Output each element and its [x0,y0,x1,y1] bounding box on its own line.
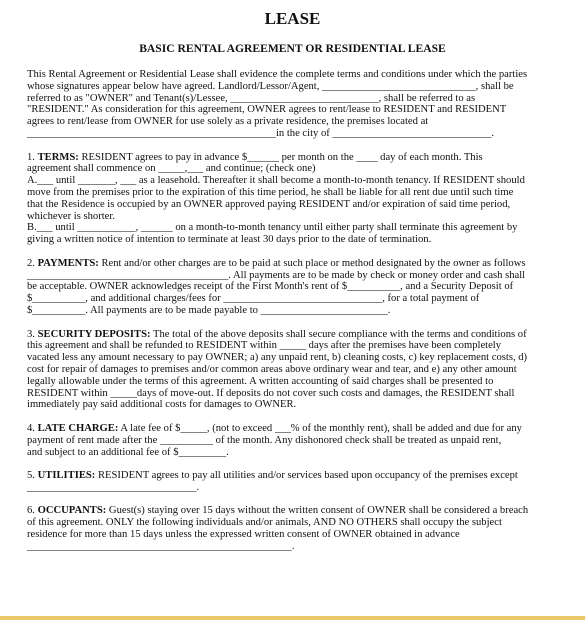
section-number: 2. [27,257,35,269]
section-line: this agreement and shall be refunded to RESIDENT within _____ days after the premises have been completely [27,340,502,352]
section-number: 1. [27,151,35,163]
section-late-charge [27,423,561,458]
section-first-line: Rent and/or other charges are to be paid at such place or method designated by the owner as follows [98,257,526,269]
section-line: RESIDENT within _____days of move-out. If deposits do not cover such costs and damages, the RESIDENT shall [27,387,515,399]
section-number: 3. [27,328,35,340]
section-first-line: Guest(s) staying over 15 days without the written consent of OWNER shall be considered a breach [106,505,529,517]
section-line: that the Residence is occupied by an OWNER approved paying RESIDENT and/or expiration of said time period, [27,198,511,210]
section-first-line: RESIDENT agrees to pay in advance $______ per month on the ____ day of each month. This [78,151,483,163]
intro-line: This Rental Agreement or Residential Lease shall evidence the complete terms and conditions under which the parties [27,69,528,80]
section-line: ______________________________________. All payments are to be made by check or money order and cash shall [27,269,526,281]
section-security-deposits [27,329,561,412]
section-number: 6. [27,505,35,517]
section-first-line: RESIDENT agrees to pay all utilities and/or services based upon occupancy of the premises except [95,470,518,482]
section-heading: PAYMENTS: [37,257,99,269]
section-number: 5. [27,470,35,482]
section-first-line: A late fee of $_____, (not to exceed ___% of the monthly rent), shall be added and due for any [118,422,522,434]
section-line: vacated less any amount necessary to pay OWNER; a) any unpaid rent, b) cleaning costs, c) key replacement costs, d) [27,352,528,364]
intro-line: agrees to rent/lease from OWNER for use solely as a private residence, the premises located at [27,116,429,128]
section-heading: OCCUPANTS: [37,505,107,517]
section-heading: SECURITY DEPOSITS: [37,328,151,340]
section-line: of this agreement. ONLY the following individuals and/or animals, AND NO OTHERS shall occupy the subject [27,517,502,529]
section-line: payment of rent made after the __________ of the month. Any dishonored check shall be treated as unpaid rent, [27,434,502,446]
section-line: $__________, and additional charges/fees for ______________________________, for a total payment of [27,293,480,305]
section-first-line: The total of the above deposits shall secure compliance with the terms and conditions of [150,328,527,340]
document-subtitle: BASIC RENTAL AGREEMENT OR RESIDENTIAL LEASE [139,42,446,55]
section-line: agreement shall commence on _____,___ and continue; (check one) [27,163,316,175]
section-line: move from the premises prior to the expiration of this time period, he shall be liable for all rent due until such time [27,186,514,198]
section-line: residence for more than 15 days unless the expressed written consent of OWNER obtained in advance [27,529,460,541]
section-payments [27,258,561,317]
section-line: legally allowable under the terms of this agreement. A written accounting of said charges shall be presented to [27,375,494,387]
section-line: $__________. All payments are to be made payable to ________________________. [27,304,391,316]
section-utilities [27,470,561,494]
section-occupants [27,505,561,552]
intro-line: "RESIDENT." As consideration for this agreement, OWNER agrees to rent/lease to RESIDENT and RESIDENT [27,104,507,116]
intro-paragraph [27,69,561,140]
section-heading: LATE CHARGE: [37,422,119,434]
section-heading: TERMS: [37,151,79,163]
document-body [27,69,561,553]
intro-line: referred to as "OWNER" and Tenant(s)/Lessee, ____________________________, shall be referred to as [27,92,476,104]
section-heading: UTILITIES: [37,470,96,482]
section-line: ________________________________. [27,481,200,493]
section-line: be acceptable. OWNER acknowledges receipt of the First Month's rent of $__________, and a Security Deposit of [27,281,514,293]
section-line: B.___ until ___________, ______ on a month-to-month tenancy until either party shall terminate this agreement by [27,222,518,234]
section-line: A.___ until _______, ___ as a leasehold. Thereafter it shall become a month-to-month tenancy. If RESIDENT should [27,175,525,187]
intro-line: _______________________________________________in the city of ______________________________. [27,127,494,139]
section-line: giving a written notice of intention to terminate at least 30 days prior to the date of termination. [27,234,432,246]
document-title: LEASE [264,9,321,28]
section-line: cost for repair of damages to premises and/or common areas above ordinary wear and tear, and e) any other amount [27,363,517,375]
intro-line: whose signatures appear below have agreed. Landlord/Lessor/Agent, _____________________________, shall be [27,80,514,92]
section-terms [27,152,561,246]
page-bottom-border [0,616,585,620]
section-line: __________________________________________________. [27,540,295,552]
section-number: 4. [27,422,35,434]
section-line: and subject to an additional fee of $_________. [27,446,229,458]
section-line: immediately pay said additional costs for damages to OWNER. [27,399,297,411]
section-line: whichever is shorter. [27,210,115,222]
